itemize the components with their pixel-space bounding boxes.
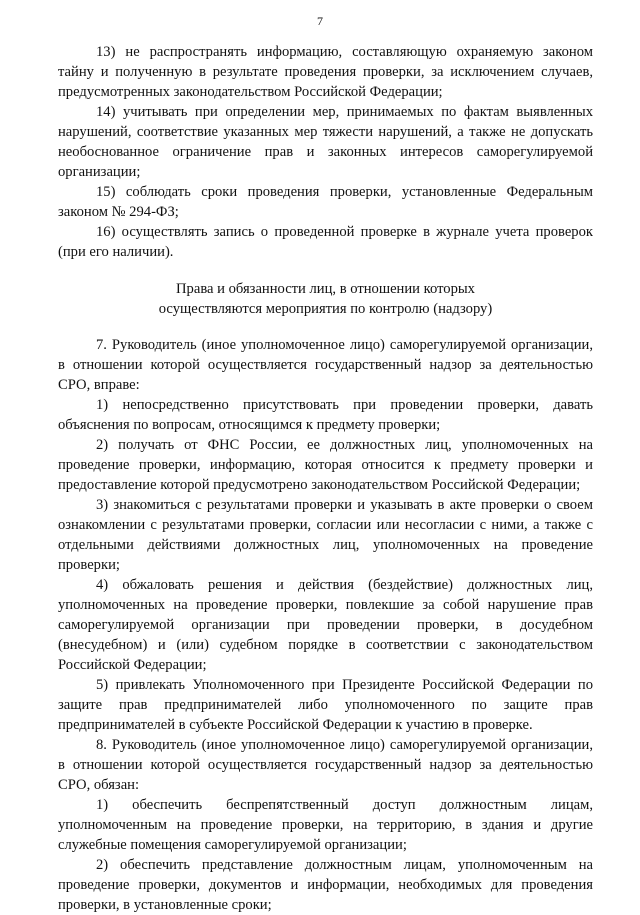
clause-8-item-2: 2) обеспечить представление должностным лицам, уполномоченным на проведение проверки, документов и информации, необходимых для проведения проверки, в установленные сроки; [58,857,593,913]
section-heading-line-1: Права и обязанности лиц, в отношении которых [176,281,475,297]
clause-7-item-4: 4) обжаловать решения и действия (бездействие) должностных лиц, уполномоченных на проведение проверки, повлекшие за собой нарушение прав саморегулируемой организации при проведении проверки, в досудебном (внесудебном) и (или) судебном порядке в соответствии с законодательством Российской Федерации; [58,577,593,673]
list-item-16: 16) осуществлять запись о проведенной проверке в журнале учета проверок (при его наличии). [58,224,593,260]
clause-7-item-3: 3) знакомиться с результатами проверки и указывать в акте проверки о своем ознакомлении с результатами проверки, согласии или несогласии с ними, а также с отдельными действиями должностных лиц, уполномоченных на проведение проверки; [58,497,593,573]
section-heading [58,279,593,319]
clause-7-intro: 7. Руководитель (иное уполномоченное лицо) саморегулируемой организации, в отношении которой осуществляется государственный надзор за деятельностью СРО, вправе: [58,337,593,393]
clause-7-item-2: 2) получать от ФНС России, ее должностных лиц, уполномоченных на проведение проверки, информацию, которая относится к предмету проверки и предоставление которой предусмотрено законодательством Российской Федерации; [58,437,593,493]
clause-8-intro: 8. Руководитель (иное уполномоченное лицо) саморегулируемой организации, в отношении которой осуществляется государственный надзор за деятельностью СРО, обязан: [58,737,593,793]
page-number: 7 [317,14,323,28]
clause-8-item-1: 1) обеспечить беспрепятственный доступ должностным лицам, уполномоченным на проведение проверки, на территорию, в здания и другие служебные помещения саморегулируемой организации; [58,797,593,853]
clause-7-item-5: 5) привлекать Уполномоченного при Президенте Российской Федерации по защите прав предпринимателей либо уполномоченного по защите прав предпринимателей в субъекте Российской Федерации к участию в проверке. [58,677,593,733]
list-item-13: 13) не распространять информацию, составляющую охраняемую законом тайну и полученную в результате проведения проверки, за исключением случаев, предусмотренных законодательством Российской Федерации; [58,44,593,100]
list-item-14: 14) учитывать при определении мер, принимаемых по фактам выявленных нарушений, соответствие указанных мер тяжести нарушений, а также не допускать необоснованное ограничение прав и законных интересов саморегулируемой организации; [58,104,593,180]
list-item-15: 15) соблюдать сроки проведения проверки, установленные Федеральным законом № 294-ФЗ; [58,184,593,220]
clause-7-item-1: 1) непосредственно присутствовать при проведении проверки, давать объяснения по вопросам, относящимся к предмету проверки; [58,397,593,433]
section-heading-line-2: осуществляются мероприятия по контролю (надзору) [158,301,493,317]
document-body [58,42,593,915]
